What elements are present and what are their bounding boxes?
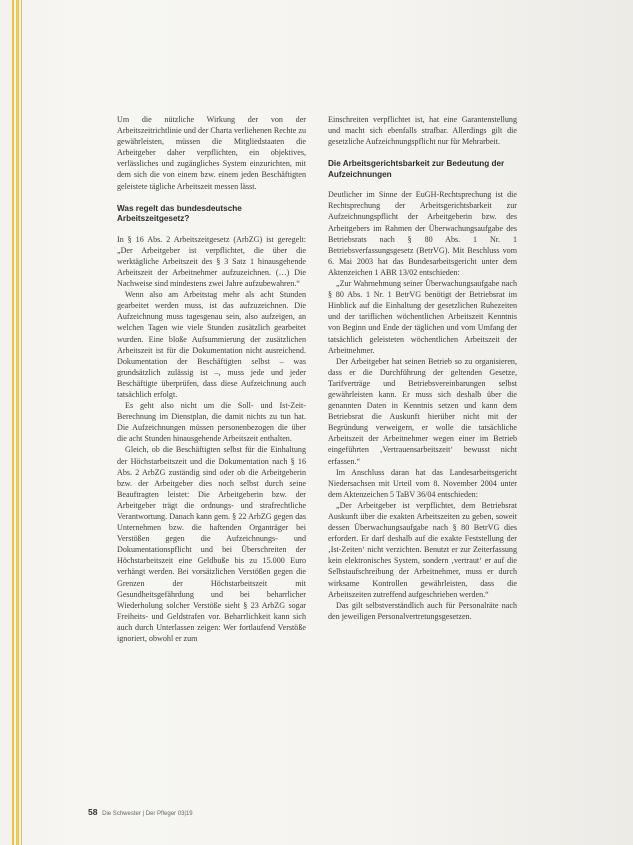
yellow-stripe — [21, 0, 22, 845]
paragraph: In § 16 Abs. 2 Arbeitszeitgesetz (ArbZG) ist geregelt: „Der Arbeitgeber ist verpflichtet, die über die werktägliche Arbeitszeit des § 3 Satz 1 hinausgehende Arbeitszeit der Arbeitnehmer aufzuzeichnen. (…) Die Nachweise sind mindestens zwei Jahre aufzubewahren.“ — [117, 234, 306, 289]
footer-publication: Die Schwester | Der Pfleger 03|19 — [102, 811, 193, 817]
paragraph: Im Anschluss daran hat das Landesarbeitsgericht Niedersachsen mit Urteil vom 8. November 2004 unter dem Aktenzeichen 5 TaBV 36/04 entschieden: — [328, 467, 517, 499]
paragraph: Einschreiten verpflichtet ist, hat eine Garantenstellung und macht sich ebenfalls strafbar. Allerdings gilt die gesetzliche Aufzeichnungspflicht nur für Mehrarbeit. — [328, 115, 517, 147]
paragraph: Es geht also nicht um die Soll- und Ist-Zeit-Berechnung im Dienstplan, die damit nichts zu tun hat. Die Aufzeichnungen müssen personenbezogen die über die acht Stunden hinausgehende Arbeitszeit enthalten. — [117, 401, 306, 444]
right-column — [328, 114, 517, 622]
page-footer — [88, 807, 193, 817]
paragraph: Um die nützliche Wirkung der von der Arbeitszeitrichtlinie und der Charta verliehenen Rechte zu gewährleisten, müssen die Mitgliedstaaten die Arbeitgeber daher verpflichten, ein objektives, verlässliches und zugängliches System einzurichten, mit dem sich die von einem bzw. einem jeden Beschäftigten geleistete tägliche Arbeitszeit messen lässt. — [117, 115, 306, 191]
quote-paragraph: „Der Arbeitgeber ist verpflichtet, dem Betriebsrat Auskunft über die exakten Arbeitszeiten zu geben, soweit dessen Überwachungsaufgabe nach § 80 BetrVG dies erfordert. Er darf deshalb auf die exakte Feststellung der ‚Ist-Zeiten‘ nicht verzichten. Benutzt er zur Zeiterfassung kein elektronisches System, sondern ‚vertraut‘ er auf die Selbstaufschreibung der Arbeitnehmer, muss er durch wirksame Kontrollen gewährleisten, dass die Arbeitszeiten zutreffend aufgeschrieben werden.“ — [328, 500, 517, 599]
quote-paragraph: „Zur Wahrnehmung seiner Überwachungsaufgabe nach § 80 Abs. 1 Nr. 1 BetrVG benötigt der Betriebsrat im Hinblick auf die Einhaltung der gesetzlichen Ruhezeiten und der tariflichen wöchentlichen Arbeitszeit Kenntnis von Beginn und Ende der täglichen und vom Umfang der tatsächlich geleisteten wöchentlichen Arbeitszeit der Arbeitnehmer. — [328, 279, 517, 355]
page-edge-stripes — [8, 0, 28, 845]
paragraph: Gleich, ob die Beschäftigten selbst für die Einhaltung der Höchstarbeitszeit und die Dokumentation nach § 16 Abs. 2 ArbZG zuständig sind oder ob die Arbeitgeberin bzw. der Arbeitgeber dies noch selbst durch seine Beauftragten leistet: Die Arbeitgeberin bzw. der Arbeitgeber trägt die ordnungs- und strafrechtliche Verantwortung. Danach kann gem. § 22 ArbZG gegen das Unternehmen bzw. die haftenden Organträger bei Verstößen gegen die Aufzeichnungs- und Dokumentationspflicht und bei Überschreiten der Höchstarbeitszeit eine Geldbuße bis zu 15.000 Euro verhängt werden. Bei vorsätzlichen Verstößen gegen die Grenzen der Höchstarbeitszeit mit Gesundheitsgefährdung und bei beharrlicher Wiederholung solcher Verstöße sieht § 23 ArbZG sogar Freiheits- und Geldstrafen vor. Beharrlichkeit kann sich auch durch Unterlassen zeigen: Wer fortlaufend Verstöße ignoriert, obwohl er zum — [117, 445, 306, 644]
paragraph: Wenn also am Arbeitstag mehr als acht Stunden gearbeitet werden muss, ist das aufzuzeichnen. Die Aufzeichnung muss tagesgenau sein, also aufzeigen, an welchen Tagen wie viele Stunden zusätzlich gearbeitet wurden. Eine bloße Aufsummierung der zusätzlichen Arbeitszeit ist für die Dokumentation nicht ausreichend. Dokumentation der Beschäftigten selbst – was grundsätzlich zulässig ist –, muss jede und jeder Beschäftigte überprüfen, dass diese Aufzeichnung auch tatsächlich erfolgt. — [117, 290, 306, 399]
paragraph: Deutlicher im Sinne der EuGH-Rechtsprechung ist die Rechtsprechung der Arbeitsgerichtsbarkeit zur Aufzeichnungspflicht der Arbeitgeberin bzw. des Arbeitgebers im Rahmen der Überwachungsaufgabe des Betriebsrats nach § 80 Abs. 1 Nr. 1 Betriebsverfassungsgesetz (BetrVG). Mit Beschluss vom 6. Mai 2003 hat das Bundesarbeitsgericht unter dem Aktenzeichen 1 ABR 13/02 entschieden: — [328, 190, 517, 277]
left-column — [117, 114, 306, 644]
section-heading: Was regelt das bundesdeutsche Arbeitszeitgesetz? — [117, 203, 242, 224]
paragraph: Das gilt selbstverständlich auch für Personalräte nach den jeweiligen Personalvertretungsgesetzen. — [328, 600, 517, 621]
page-number: 58 — [88, 807, 98, 817]
quote-paragraph: Der Arbeitgeber hat seinen Betrieb so zu organisieren, dass er die Durchführung der geltenden Gesetze, Tarifverträge und Betriebsvereinbarungen selbst gewährleisten kann. Er muss sich deshalb über die genannten Daten in Kenntnis setzen und kann dem Betriebsrat die Auskunft hierüber nicht mit der Begründung verweigern, er wolle die tatsächliche Arbeitszeit der Arbeitnehmer wegen einer im Betrieb eingeführten ‚Vertrauensarbeitszeit‘ bewusst nicht erfassen.“ — [328, 356, 517, 466]
yellow-stripe — [12, 0, 14, 845]
yellow-stripe — [16, 0, 19, 845]
section-heading: Die Arbeitsgerichtsbarkeit zur Bedeutung der Aufzeichnungen — [328, 159, 505, 179]
